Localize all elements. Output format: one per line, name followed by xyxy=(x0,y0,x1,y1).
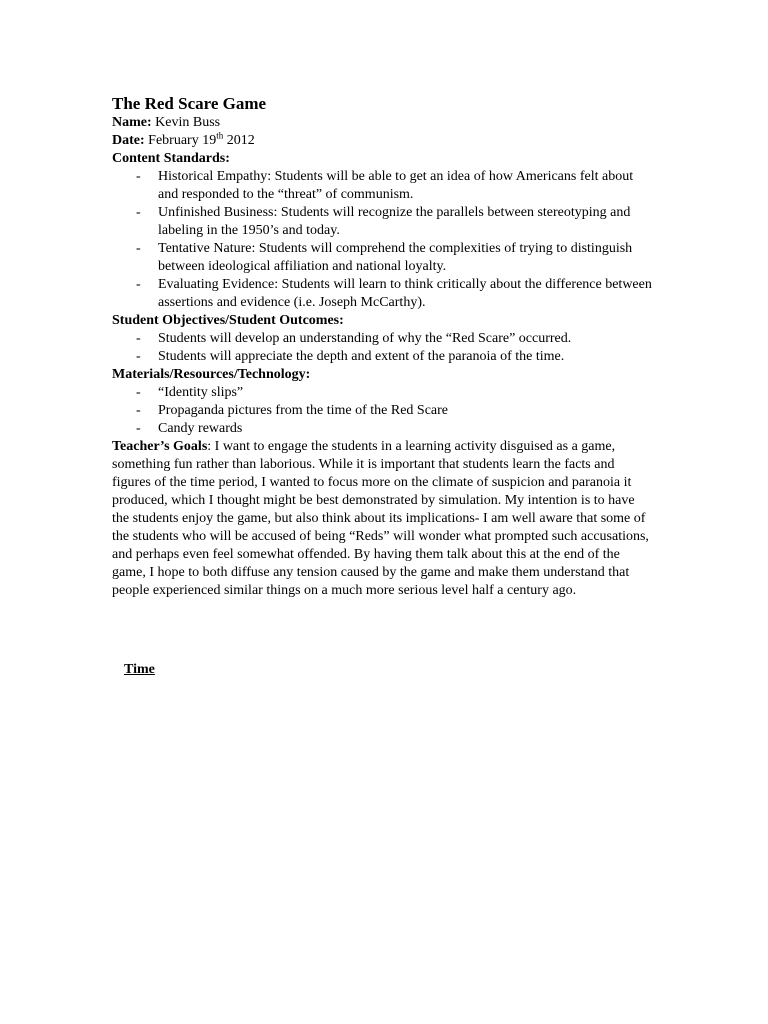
materials-list xyxy=(112,384,652,438)
name-field xyxy=(112,114,652,132)
materials-heading: Materials/Resources/Technology: xyxy=(112,367,311,382)
document-title: The Red Scare Game xyxy=(112,94,267,113)
date-value-sup: th xyxy=(216,130,224,141)
content-standards-list xyxy=(112,168,652,312)
list-item: - Students will appreciate the depth and extent of the paranoia of the time. xyxy=(112,348,652,366)
teachers-goals-label: Teacher’s Goals xyxy=(112,439,208,454)
list-item: - “Identity slips” xyxy=(112,384,652,402)
teachers-goals-paragraph xyxy=(112,438,652,600)
list-item: - Candy rewards xyxy=(112,420,652,438)
document-body xyxy=(112,94,652,600)
name-label: Name: xyxy=(112,115,152,130)
list-item: - Evaluating Evidence: Students will learn to think critically about the difference between assertions and evidence (i.e. Joseph McCarthy). xyxy=(112,276,652,312)
date-field xyxy=(112,132,652,150)
date-label: Date: xyxy=(112,133,145,148)
objectives-list xyxy=(112,330,652,366)
time-heading: Time xyxy=(124,662,155,677)
list-item: - Historical Empathy: Students will be able to get an idea of how Americans felt about and responded to the “threat” of communism. xyxy=(112,168,652,204)
date-value-post: 2012 xyxy=(226,133,255,148)
content-standards-heading: Content Standards: xyxy=(112,151,230,166)
list-item: - Students will develop an understanding of why the “Red Scare” occurred. xyxy=(112,330,652,348)
teachers-goals-text: : I want to engage the students in a learning activity disguised as a game, something fun rather than laborious. While it is important that students learn the facts and figures of the time period, I wanted to focus more on the climate of suspicion and paranoia it produced, which I thought might be best demonstrated by simulation. My intention is to have the students enjoy the game, but also think about its implications- I am well aware that some of the students who will be accused of being “Reds” will wonder what prompted such accusations, and perhaps even feel somewhat offended. By having them talk about this at the end of the game, I hope to both diffuse any tension caused by the game and make them understand that people experienced similar things on a much more serious level half a century ago. xyxy=(112,439,649,598)
objectives-heading: Student Objectives/Student Outcomes: xyxy=(112,313,344,328)
date-value-pre: February 19 xyxy=(148,133,217,148)
date-value xyxy=(148,130,255,148)
list-item: - Unfinished Business: Students will recognize the parallels between stereotyping and labeling in the 1950’s and today. xyxy=(112,204,652,240)
name-value: Kevin Buss xyxy=(155,115,221,130)
list-item: - Propaganda pictures from the time of the Red Scare xyxy=(112,402,652,420)
list-item: - Tentative Nature: Students will comprehend the complexities of trying to distinguish between ideological affiliation and national loyalty. xyxy=(112,240,652,276)
